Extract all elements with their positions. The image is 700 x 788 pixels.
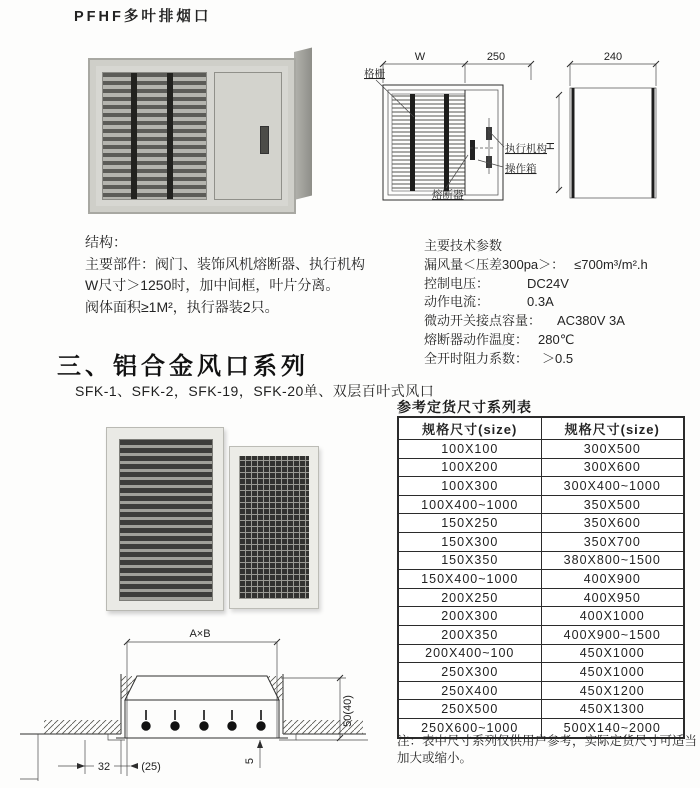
size-cell: 350X600	[541, 514, 684, 533]
dim-25-label: (25)	[141, 761, 161, 773]
size-cell: 300X400~1000	[541, 477, 684, 496]
dim-h-label: H	[545, 142, 557, 150]
size-cell: 350X500	[541, 495, 684, 514]
table-row	[398, 570, 684, 589]
structure-line: W尺寸＞1250时，加中间框，叶片分离。	[85, 277, 340, 293]
tech-param-row	[424, 331, 698, 350]
table-row	[398, 440, 684, 459]
size-cell: 450X1300	[541, 700, 684, 719]
product-photo-smoke-exhaust	[88, 50, 312, 218]
tech-param-label: 全开时阻力系数：	[424, 350, 529, 366]
size-cell: 100X100	[398, 440, 541, 459]
tech-param-value: AC380V 3A	[557, 313, 625, 329]
size-cell: 150X350	[398, 551, 541, 570]
size-cell: 250X300	[398, 663, 541, 682]
tech-param-value: ＞0.5	[542, 350, 574, 366]
tech-param-row	[424, 256, 698, 275]
size-cell: 250X600~1000	[398, 718, 541, 737]
size-cell: 200X400~100	[398, 644, 541, 663]
technical-drawing-front-side-views	[362, 50, 697, 218]
structure-line: 主要部件：阀门、装饰风机熔断器、执行机构	[85, 255, 365, 272]
size-cell: 200X300	[398, 607, 541, 626]
size-cell: 500X140~2000	[541, 718, 684, 737]
size-cell: 100X300	[398, 477, 541, 496]
dim-5-label: 5	[244, 757, 256, 765]
tech-params-block	[424, 237, 698, 369]
size-cell: 380X800~1500	[541, 551, 684, 570]
table-row	[398, 663, 684, 682]
operation-box-label: 操作箱	[505, 163, 537, 175]
table-row	[398, 607, 684, 626]
size-cell: 400X950	[541, 588, 684, 607]
structure-line: 阀体面积≥1M²，执行器装2只。	[85, 298, 279, 315]
tech-param-label: 微动开关接点容量：	[424, 313, 542, 329]
tech-param-row	[424, 350, 698, 369]
table-row	[398, 532, 684, 551]
size-cell: 400X1000	[541, 607, 684, 626]
size-cell: 300X600	[541, 458, 684, 477]
grille-label: 格栅	[364, 68, 385, 80]
size-cell: 250X500	[398, 700, 541, 719]
size-cell: 300X500	[541, 440, 684, 459]
table-note: 注：表中尺寸系列仅供用户参考，实际定货尺寸可适当加大或缩小。	[397, 734, 698, 765]
tech-params-heading: 主要技术参数	[424, 238, 503, 253]
dim-w-label: W	[414, 51, 426, 63]
product-photo-eggcrate-grille	[229, 446, 319, 609]
size-column-header: 规格尺寸(size)	[398, 417, 541, 440]
size-cell: 400X900~1500	[541, 625, 684, 644]
size-table-title: 参考定货尺寸系列表	[397, 399, 532, 415]
size-table	[397, 416, 685, 739]
dim-240-label: 240	[603, 51, 623, 63]
photo-front-face	[88, 58, 296, 214]
tech-param-row	[424, 312, 698, 331]
actuator-label: 执行机构	[505, 143, 547, 155]
photo-side-face	[294, 48, 312, 200]
tech-param-label: 熔断器动作温度：	[424, 331, 529, 347]
page-title: PFHF多叶排烟口	[74, 9, 212, 25]
table-row	[398, 700, 684, 719]
structure-block	[85, 232, 420, 318]
dim-32-label: 32	[97, 761, 111, 773]
table-row	[398, 514, 684, 533]
size-cell: 200X250	[398, 588, 541, 607]
table-row	[398, 477, 684, 496]
eggcrate-grille-face	[239, 456, 309, 599]
size-cell: 200X350	[398, 625, 541, 644]
louver-grille-face	[119, 439, 213, 601]
size-cell: 100X200	[398, 458, 541, 477]
tech-param-value: 0.3A	[527, 294, 554, 310]
size-cell: 250X400	[398, 681, 541, 700]
tech-param-label: 漏风量＜压差300pa＞：	[424, 256, 565, 272]
table-row	[398, 681, 684, 700]
fuse-label: 熔断器	[432, 189, 464, 201]
table-row	[398, 625, 684, 644]
size-cell: 100X400~1000	[398, 495, 541, 514]
table-row	[398, 588, 684, 607]
tech-param-row	[424, 293, 698, 312]
size-cell: 150X250	[398, 514, 541, 533]
size-cell: 350X700	[541, 532, 684, 551]
section-subtitle: SFK-1、SFK-2，SFK-19，SFK-20单、双层百叶式风口	[75, 383, 435, 399]
table-header-row	[398, 417, 684, 440]
dim-250-label: 250	[486, 51, 506, 63]
size-cell: 450X1000	[541, 644, 684, 663]
tech-param-row	[424, 275, 698, 294]
table-row	[398, 495, 684, 514]
structure-heading: 结构：	[85, 234, 127, 250]
photo-door-handle	[260, 126, 269, 154]
size-cell: 150X400~1000	[398, 570, 541, 589]
product-photo-louver-grille	[106, 427, 224, 611]
photo-access-door	[214, 72, 282, 200]
size-column-header: 规格尺寸(size)	[541, 417, 684, 440]
size-cell: 150X300	[398, 532, 541, 551]
dim-axb-label: A×B	[189, 628, 211, 640]
photo-louver-section	[102, 72, 207, 200]
dim-50-label: 50(40)	[342, 695, 354, 727]
table-row	[398, 644, 684, 663]
section-heading: 三、铝合金风口系列	[57, 353, 309, 380]
size-cell: 450X1000	[541, 663, 684, 682]
tech-param-label: 控制电压：	[424, 275, 490, 291]
tech-param-value: ≤700m³/m².h	[574, 256, 648, 272]
tech-param-value: 280℃	[538, 331, 575, 347]
tech-param-value: DC24V	[527, 275, 569, 291]
table-row	[398, 551, 684, 570]
tech-param-label: 动作电流：	[424, 294, 490, 310]
size-table-body	[398, 440, 684, 738]
size-cell: 450X1200	[541, 681, 684, 700]
table-row	[398, 458, 684, 477]
size-cell: 400X900	[541, 570, 684, 589]
technical-drawing-cross-section	[18, 616, 383, 786]
